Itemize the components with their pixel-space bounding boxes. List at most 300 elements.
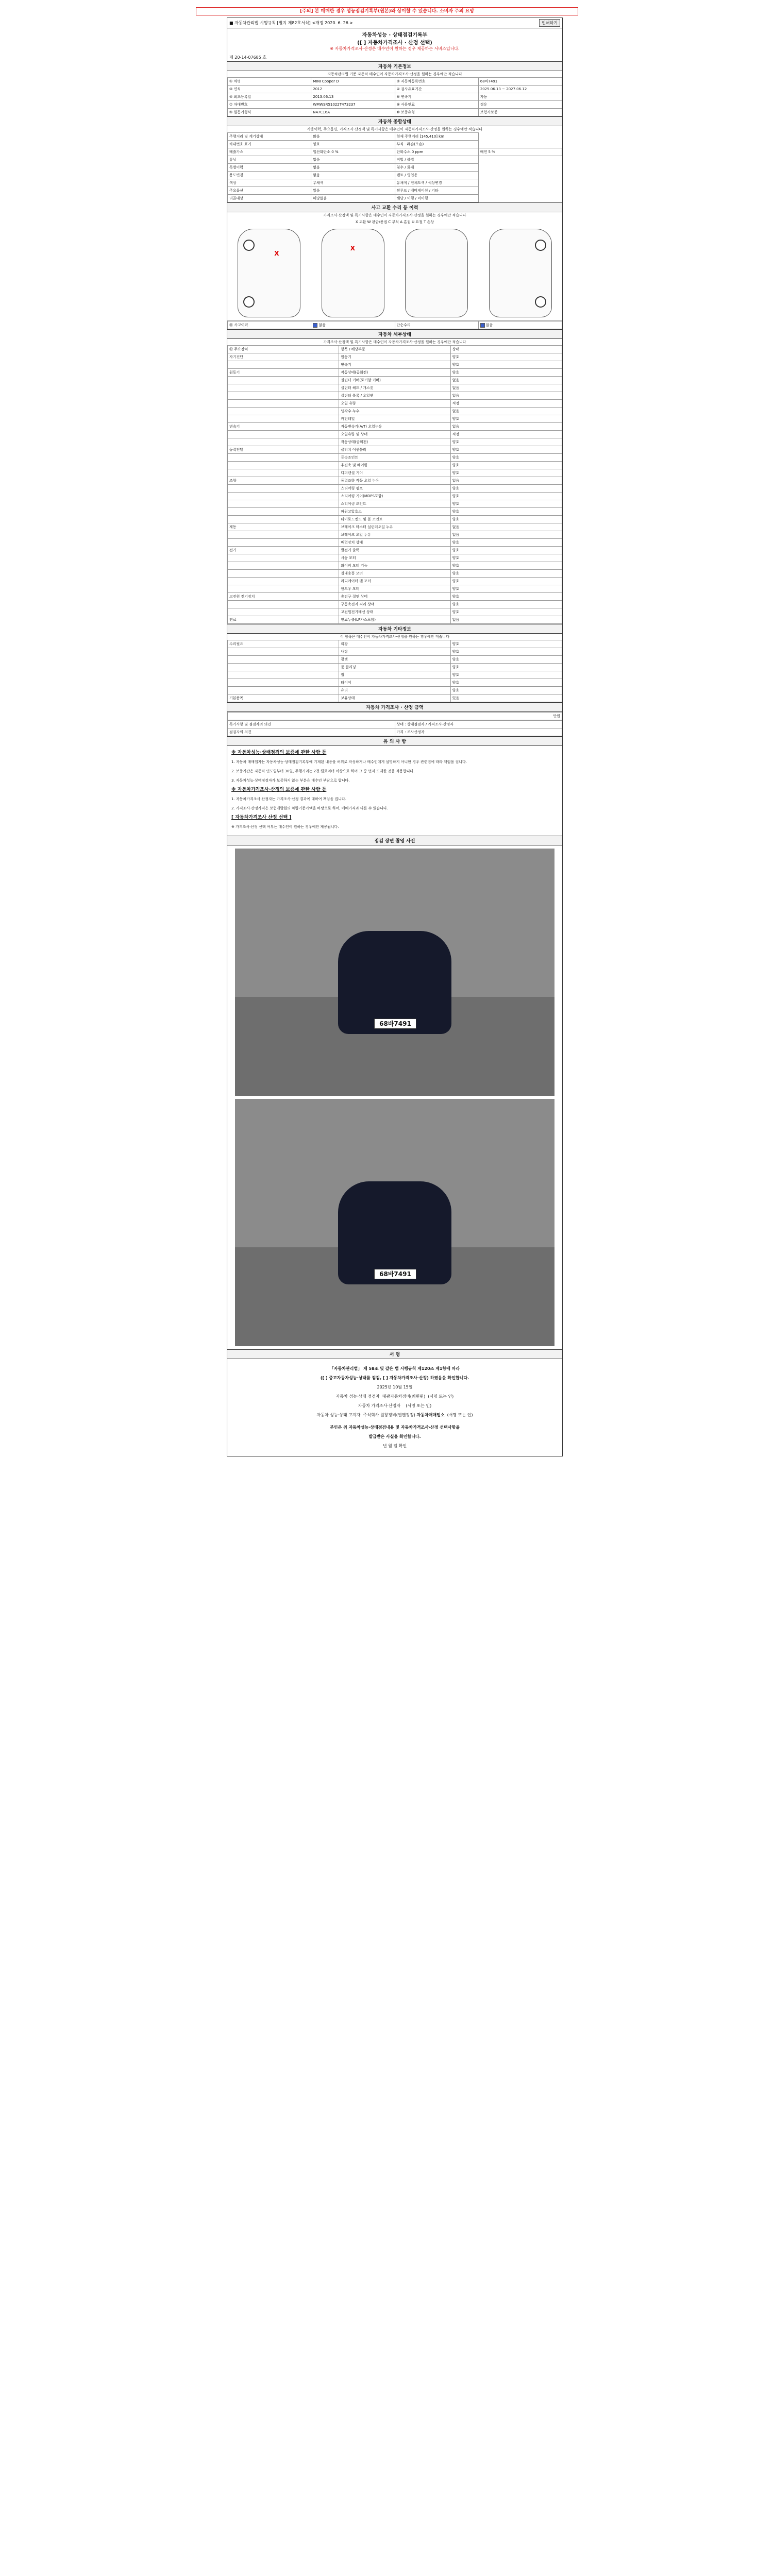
table-cell: 부식 · 훼손(오손) [395, 141, 478, 148]
table-cell: 스티어링 펌프 [339, 485, 450, 493]
inspector-table [227, 720, 562, 736]
table-cell: 원동기 [228, 369, 339, 377]
table-cell: 유채색 / 전체도색 / 색상변경 [395, 179, 478, 187]
table-cell: 양호 [450, 446, 562, 454]
table-cell [228, 469, 339, 477]
table-row [228, 431, 562, 438]
table-cell: 타이어 [339, 679, 450, 687]
car-view-top [322, 229, 384, 317]
table-cell: 없음 [450, 531, 562, 539]
table-row [228, 446, 562, 454]
inspector-row1-value: 상태 : 상태점검자 / 가격조사·산정자 [395, 721, 562, 728]
table-cell: 양호 [450, 664, 562, 671]
table-cell: 실린더 커버(로커암 커버) [339, 377, 450, 384]
table-row [228, 148, 562, 156]
table-row [228, 578, 562, 585]
table-cell [228, 500, 339, 508]
inspector-row1-label: 특기사항 및 점검자의 의견 [228, 721, 395, 728]
table-cell: 연료 [228, 616, 339, 624]
license-plate: 68바7491 [374, 1269, 416, 1279]
table-cell: 없음 [450, 523, 562, 531]
table-cell: 브레이크 오일 누유 [339, 531, 450, 539]
table-cell [228, 415, 339, 423]
etc-table [227, 640, 562, 702]
table-row [228, 547, 562, 554]
table-cell [228, 539, 339, 547]
table-row [228, 679, 562, 687]
sign-row-2: 자동차 가격조사·산정자 (서명 또는 인) [358, 1403, 432, 1408]
table-cell: 양호 [450, 687, 562, 694]
table-cell: 양호 [450, 640, 562, 648]
table-row [228, 141, 562, 148]
table-row [228, 640, 562, 648]
table-cell [228, 392, 339, 400]
inspection-photo-2 [235, 1099, 554, 1346]
table-cell: 제동 [228, 523, 339, 531]
report-note: ※ 자동차가격조사·산정은 매수인이 원하는 경우 제공하는 서비스입니다. [330, 46, 460, 51]
table-cell: 전기 [228, 547, 339, 554]
sign-line-1: 「자동차관리법」 제 58조 및 같은 법 시행규칙 제120조 제1항에 따라 [329, 1366, 460, 1371]
doc-number [227, 54, 562, 61]
table-cell: 매연 5 % [478, 148, 562, 156]
table-cell [228, 493, 339, 500]
table-cell: 해당 / 이행 / 미이행 [395, 195, 478, 202]
table-row [228, 462, 562, 469]
basic-info-sub: 자동차관리법 기준 자동차 매수인이 자동차가격조사·산정을 원하는 경우에만 적습니다 [327, 72, 462, 76]
print-button[interactable]: 인쇄하기 [539, 19, 560, 27]
table-cell: ⑥ 변속기 [395, 93, 478, 101]
notice-body [227, 746, 562, 836]
table-cell: 양호 [450, 369, 562, 377]
notice-paragraph: 1. 자동차가격조사·산정자는 가격조사·산정 결과에 대하여 책임을 집니다. [231, 797, 346, 801]
table-cell: 윈도우 모터 [339, 585, 450, 593]
sign-footer-1: 본인은 위 자동차성능·상태점검내용 및 자동차가격조사·산정 선택사항을 [330, 1425, 460, 1430]
table-cell: 양호 [450, 578, 562, 585]
table-row [228, 86, 562, 93]
table-cell: 동력전달 [228, 446, 339, 454]
accident-table [227, 321, 562, 329]
damage-legend: X 교환 W 판금/용접 C 부식 A 흠집 U 요철 T 손상 [355, 220, 434, 224]
table-cell [228, 578, 339, 585]
car-diagram [227, 226, 562, 321]
table-cell: 없음 [450, 477, 562, 485]
table-cell: ⑦ 차대번호 [228, 101, 311, 109]
table-row [228, 523, 562, 531]
table-cell [228, 608, 339, 616]
table-cell: 양호 [450, 493, 562, 500]
table-cell: 배출가스 [228, 148, 311, 156]
table-row [228, 93, 562, 101]
notice-title: 유 의 사 항 [227, 736, 562, 746]
table-cell: 양호 [450, 539, 562, 547]
table-cell: 발전기 출력 [339, 547, 450, 554]
table-cell: 수리필요 [228, 640, 339, 648]
table-cell: 휠 [339, 671, 450, 679]
table-cell [228, 384, 339, 392]
table-cell: 변속기 [339, 361, 450, 369]
basic-info-table [227, 77, 562, 116]
table-cell: 기본품목 [228, 694, 339, 702]
notice-paragraph: 2. 보증기간은 자동차 인도일부터 30일, 주행거리는 2천 킬로미터 이상으로 하며 그 중 먼저 도래한 것을 적용합니다. [231, 769, 415, 773]
table-cell [228, 454, 339, 462]
table-cell: 배력장치 상태 [339, 539, 450, 547]
table-cell [228, 585, 339, 593]
table-row [228, 156, 562, 164]
license-plate: 68바7491 [374, 1019, 416, 1029]
table-cell: 현재 주행거리 [145,410] km [395, 133, 478, 141]
table-row [228, 408, 562, 415]
table-cell: 양호 [450, 469, 562, 477]
table-cell: 양호 [311, 141, 395, 148]
details-title: 자동차 세부상태 [227, 329, 562, 339]
table-row [228, 438, 562, 446]
table-row [228, 500, 562, 508]
table-cell: 양호 [450, 671, 562, 679]
warning-banner: [주의] 본 매매한 경우 성능점검기록부(원본)와 상이할 수 있습니다. 소비자 주의 요망 [196, 7, 578, 15]
table-cell: 주행거리 및 계기상태 [228, 133, 311, 141]
accident-label: ⑪ 사고이력 [228, 321, 311, 329]
table-cell: 양호 [450, 679, 562, 687]
exchange-mark-icon: X [350, 245, 356, 252]
table-cell [228, 361, 339, 369]
table-cell [228, 400, 339, 408]
table-row [228, 353, 562, 361]
table-cell: 양호 [450, 562, 562, 570]
table-cell: 색상 [228, 179, 311, 187]
table-cell: 유리 [339, 687, 450, 694]
table-cell: 용도변경 [228, 172, 311, 179]
sign-date: 2025년 10월 15일 [377, 1385, 413, 1389]
basic-info-title: 자동차 기본정보 [227, 61, 562, 71]
table-cell: 없음 [450, 408, 562, 415]
report-title-box [227, 28, 562, 54]
wheel-icon [535, 296, 546, 308]
table-cell: 와이퍼 모터 기능 [339, 562, 450, 570]
sign-line-2: ([ ] 중고자동차성능·상태를 점검, [ ] 자동차가격조사·산정) 하였음을 확인합니다. [320, 1376, 469, 1380]
inspector-row2-value: 가격 : 조사산정자 [395, 728, 562, 736]
car-view-left [238, 229, 300, 317]
table-cell [228, 679, 339, 687]
table-cell: 없음 [450, 423, 562, 431]
table-row [228, 608, 562, 616]
checkbox-icon [480, 323, 485, 328]
table-cell: ⑩ 보증유형 [395, 109, 478, 116]
table-cell [228, 462, 339, 469]
table-cell: 없음 [311, 172, 395, 179]
table-cell: 양호 [450, 454, 562, 462]
inspection-report [227, 18, 563, 1456]
table-row [228, 593, 562, 601]
table-row [228, 179, 562, 187]
table-cell: 경유 [478, 101, 562, 109]
table-cell: 탄화수소 0 ppm [395, 148, 478, 156]
table-cell: 적정 [450, 400, 562, 408]
sign-block [227, 1359, 562, 1456]
table-cell: 자동 [478, 93, 562, 101]
table-row [228, 377, 562, 384]
table-cell: 양호 [450, 656, 562, 664]
table-cell: 양호 [450, 361, 562, 369]
table-cell: 많음 [311, 133, 395, 141]
notice-paragraph: 3. 자동차성능·상태점검자가 보증하지 않는 부분은 매수인 부담으로 합니다. [231, 778, 350, 783]
table-cell: WMWSR51022T473237 [311, 101, 395, 109]
general-state-title: 자동차 종합상태 [227, 116, 562, 126]
table-cell: 양호 [450, 585, 562, 593]
table-cell: 구동축전지 격리 상태 [339, 601, 450, 608]
sign-row-1: 자동차 성능·상태 점검자 대광자동차정비(최원원) (서명 또는 인) [335, 1394, 454, 1399]
table-cell: 양호 [450, 648, 562, 656]
table-row [228, 477, 562, 485]
table-cell: 냉각수 누수 [339, 408, 450, 415]
table-cell: 보유상태 [339, 694, 450, 702]
table-cell: ③ 연식 [228, 86, 311, 93]
sign-row-3: 자동차 성능·상태 고지자 주식회사 원창정비(엔펜정정) 자동차매매업소 (서명 또는 인) [316, 1413, 473, 1417]
table-cell [228, 531, 339, 539]
sign-footer-3: 년 월 일 확인 [382, 1444, 407, 1448]
accident-title: 사고 교환 수리 등 이력 [227, 202, 562, 212]
notice-paragraph: ※ 가격조사·산정 선택 여부는 매수인이 원하는 경우에만 제공됩니다. [231, 825, 339, 829]
table-row [228, 531, 562, 539]
table-cell: MINI Cooper D [311, 78, 395, 86]
report-title: 자동차성능 · 상태점검기록부 [362, 32, 428, 38]
table-row [228, 187, 562, 195]
table-cell: 2013.06.13 [311, 93, 395, 101]
table-cell [228, 431, 339, 438]
table-cell: ⑤ 최초등록일 [228, 93, 311, 101]
table-row [228, 392, 562, 400]
table-row [228, 423, 562, 431]
table-cell [228, 570, 339, 578]
table-row [228, 454, 562, 462]
table-cell: 양호 [450, 547, 562, 554]
accident-sub: 가격조사·산정액 및 특기사항은 매수인이 자동차가격조사·산정을 원하는 경우에만 적습니다 [323, 213, 466, 217]
table-cell: 양호 [450, 593, 562, 601]
table-cell: 작동상태(공회전) [339, 438, 450, 446]
table-cell: 고전원전기배선 상태 [339, 608, 450, 616]
table-cell: 실린더 블록 / 오일팬 [339, 392, 450, 400]
table-cell: 양호 [450, 601, 562, 608]
table-row [228, 601, 562, 608]
table-cell [228, 664, 339, 671]
table-cell: 룸 클리닝 [339, 664, 450, 671]
table-row [228, 562, 562, 570]
table-cell: 없음 [311, 164, 395, 172]
etc-title: 자동차 기타정보 [227, 624, 562, 634]
table-cell: 연료누출(LP가스포함) [339, 616, 450, 624]
table-cell: 68바7491 [478, 78, 562, 86]
table-cell: 무채색 [311, 179, 395, 187]
table-cell: 실내송풍 모터 [339, 570, 450, 578]
table-cell: 보험사보증 [478, 109, 562, 116]
general-state-sub: 사용이력, 주요옵션, 가격조사·산정액 및 특기사항은 매수인이 자동차가격조사·산정을 원하는 경우에만 적습니다 [307, 127, 482, 131]
notice-heading-1: ※ 자동차성능·상태점검의 보증에 관한 사항 등 [231, 750, 327, 755]
details-table [227, 345, 562, 624]
table-cell: 적정 [450, 431, 562, 438]
notice-heading-2: ※ 자동차가격조사·산정의 보증에 관한 사항 등 [231, 787, 327, 792]
accident-value: 없음 [311, 321, 395, 329]
table-cell: 양호 [450, 570, 562, 578]
car-view-bottom [405, 229, 468, 317]
table-cell: 디퍼렌셜 기어 [339, 469, 450, 477]
table-cell [228, 554, 339, 562]
table-cell: 없음 [450, 392, 562, 400]
table-cell: 양호 [450, 438, 562, 446]
table-cell: 시동 모터 [339, 554, 450, 562]
table-cell: 작동상태(공회전) [339, 369, 450, 377]
table-cell: 외장 [339, 640, 450, 648]
table-cell [228, 648, 339, 656]
table-cell: 주요옵션 [228, 187, 311, 195]
table-row [228, 516, 562, 523]
table-cell: 추진축 및 베어링 [339, 462, 450, 469]
etc-sub: 이 항목은 매수인이 자동차가격조사·산정을 원하는 경우에만 적습니다 [340, 635, 449, 639]
table-cell: 실린더 헤드 / 개스킷 [339, 384, 450, 392]
table-row [228, 664, 562, 671]
table-row [228, 415, 562, 423]
table-cell: 파워고압호스 [339, 508, 450, 516]
notice-paragraph: 1. 자동차 매매업자는 자동차성능·상태점검기록부에 기재된 내용을 허위로 작성하거나 매수인에게 설명하지 아니한 경우 관련법에 따라 책임을 집니다. [231, 760, 467, 764]
table-row [228, 164, 562, 172]
table-row [228, 361, 562, 369]
table-row [228, 485, 562, 493]
notice-heading-3: [ 자동차가격조사 산정 선택 ] [231, 815, 292, 820]
table-cell: 타이로드엔드 및 볼 조인트 [339, 516, 450, 523]
table-row [228, 585, 562, 593]
simple-repair-value: 없음 [478, 321, 562, 329]
form-header [227, 18, 562, 28]
table-row [228, 78, 562, 86]
sign-title: 서 명 [227, 1349, 562, 1359]
table-cell: 없음 [450, 384, 562, 392]
table-cell: 스티어링 조인트 [339, 500, 450, 508]
table-cell: 적법 / 불법 [395, 156, 478, 164]
table-row [228, 554, 562, 562]
table-cell: 고전원 전기장치 [228, 593, 339, 601]
table-cell: 스티어링 기어(MDPS포함) [339, 493, 450, 500]
table-cell [228, 508, 339, 516]
exchange-mark-icon: X [274, 250, 279, 257]
table-cell: 양호 [450, 608, 562, 616]
table-row [228, 671, 562, 679]
table-cell: 라디에이터 팬 모터 [339, 578, 450, 585]
table-cell: 양호 [450, 485, 562, 493]
sign-footer-2: 발급받은 사실을 확인합니다. [368, 1434, 421, 1439]
table-cell: 양호 [450, 415, 562, 423]
table-cell: 양호 [450, 554, 562, 562]
doc-number-text: 제 20-14-07685 호 [229, 55, 267, 60]
table-cell [228, 671, 339, 679]
table-cell: ⑨ 원동기형식 [228, 109, 311, 116]
table-row [228, 101, 562, 109]
table-cell: 있음 [450, 694, 562, 702]
table-cell: 광택 [339, 656, 450, 664]
report-subtitle: ([ ] 자동차가격조사 · 산정 선택) [357, 40, 432, 46]
wheel-icon [535, 240, 546, 251]
table-cell: 클러치 어셈블리 [339, 446, 450, 454]
table-cell: 없음 [450, 616, 562, 624]
table-cell [228, 601, 339, 608]
car-view-right [489, 229, 552, 317]
table-row [228, 616, 562, 624]
table-row [228, 400, 562, 408]
table-row [228, 172, 562, 179]
table-cell: N47C16A [311, 109, 395, 116]
table-cell: 오일유량 및 상태 [339, 431, 450, 438]
table-cell: 리콜대상 [228, 195, 311, 202]
table-cell [228, 485, 339, 493]
table-cell [228, 516, 339, 523]
table-cell: ④ 검사유효기간 [395, 86, 478, 93]
price-title: 자동차 가격조사 · 산정 금액 [227, 702, 562, 712]
table-row [228, 369, 562, 377]
table-row [228, 648, 562, 656]
table-cell: 없음 [450, 377, 562, 384]
table-cell: 침수 / 화재 [395, 164, 478, 172]
table-cell: 충전구 절연 상태 [339, 593, 450, 601]
table-cell [228, 377, 339, 384]
table-cell: 해당없음 [311, 195, 395, 202]
details-sub: 가격조사·산정액 및 특기사항은 매수인이 자동차가격조사·산정을 원하는 경우에만 적습니다 [323, 340, 466, 344]
table-cell: 특별이력 [228, 164, 311, 172]
table-cell [228, 656, 339, 664]
table-cell [228, 438, 339, 446]
table-cell: ⑫ 주요장치 [228, 346, 339, 353]
general-state-table [227, 132, 562, 202]
table-cell: 원동기 [339, 353, 450, 361]
table-cell: 튜닝 [228, 156, 311, 164]
table-cell: 동력조향 작동 오일 누유 [339, 477, 450, 485]
table-row [228, 469, 562, 477]
table-cell: 없음 [311, 156, 395, 164]
price-table [227, 712, 562, 720]
checkbox-icon [313, 323, 317, 328]
table-cell: 내장 [339, 648, 450, 656]
wheel-icon [243, 296, 255, 308]
table-cell: 자동변속기(A/T) 오일누유 [339, 423, 450, 431]
form-reference: ■ 자동차관리법 시행규칙 [별지 제82호서식] <개정 2020. 6. 26.> [229, 21, 354, 25]
table-cell: 커먼레일 [339, 415, 450, 423]
table-cell: 렌트 / 영업용 [395, 172, 478, 179]
table-row [228, 694, 562, 702]
table-cell: 있음 [311, 187, 395, 195]
table-cell: 차대번호 표기 [228, 141, 311, 148]
table-row [228, 508, 562, 516]
table-cell: 상태 [450, 346, 562, 353]
table-cell: 양호 [450, 508, 562, 516]
table-cell: 썬루프 / 네비게이션 / 기타 [395, 187, 478, 195]
wheel-icon [243, 240, 255, 251]
table-cell: 조향 [228, 477, 339, 485]
table-cell: ⑧ 사용연료 [395, 101, 478, 109]
table-cell: 브레이크 마스터 실린더오일 누유 [339, 523, 450, 531]
simple-repair-label: 단순수리 [395, 321, 478, 329]
table-cell: 오일 유량 [339, 400, 450, 408]
table-cell: 자기진단 [228, 353, 339, 361]
table-cell: 변속기 [228, 423, 339, 431]
table-cell: 양호 [450, 353, 562, 361]
table-row [228, 133, 562, 141]
inspection-photo-1 [235, 849, 554, 1096]
table-cell: ② 자동차등록번호 [395, 78, 478, 86]
table-row [228, 570, 562, 578]
table-cell: 항목 / 해당부품 [339, 346, 450, 353]
photos-title: 점검 장면 촬영 사진 [227, 836, 562, 845]
table-cell: 2012 [311, 86, 395, 93]
table-row [228, 687, 562, 694]
table-cell: 등속조인트 [339, 454, 450, 462]
table-cell [228, 562, 339, 570]
table-cell: ① 차명 [228, 78, 311, 86]
